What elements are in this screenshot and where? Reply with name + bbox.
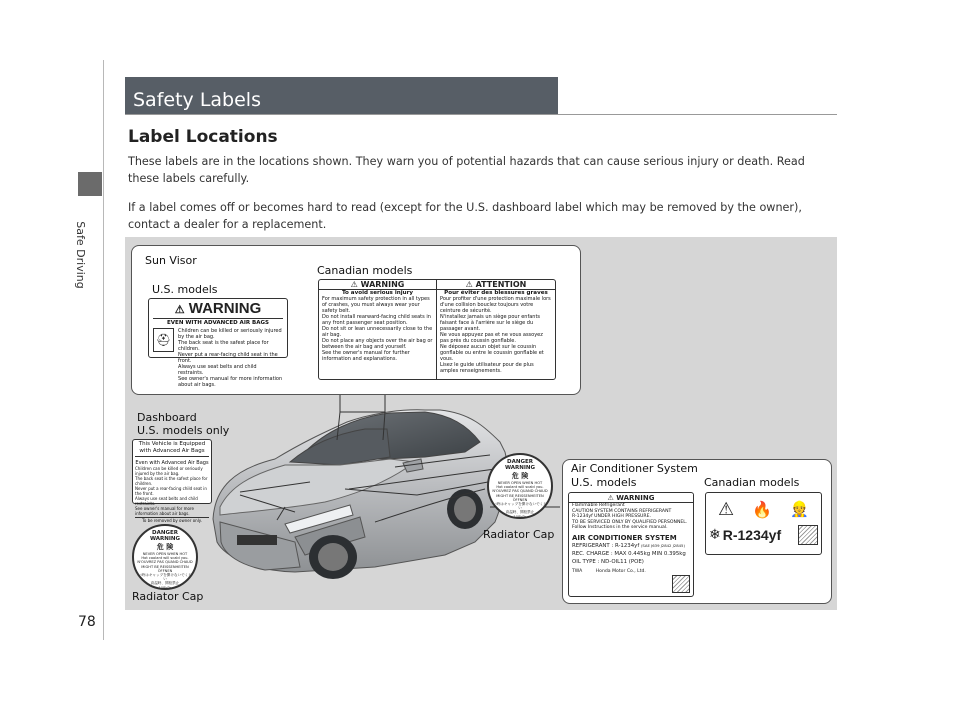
radiator-cap-disc-right: [487, 453, 553, 519]
radiator-disc-line: NEVER OPEN WHEN HOT: [142, 552, 188, 556]
radiator-disc-line: 高温時、開栓禁止: [505, 510, 535, 515]
canada-visor-fr-line: Ne vous appuyez pas et ne vous assoyez pas près du coussin gonflable.: [440, 332, 543, 344]
chapter-tab-marker: [78, 172, 102, 196]
radiator-disc-line: N'OUVREZ PAS QUAND CHAUD: [137, 560, 193, 565]
radiator-cap-label-right: Radiator Cap: [483, 528, 555, 541]
warning-triangle-icon: ⚠: [718, 498, 735, 520]
ac-canada-card: [705, 492, 822, 555]
radiator-disc-line: MIGHT BE REISSENHEITEN ÖFFNEN: [141, 564, 189, 573]
us-visor-warning-header: [149, 300, 287, 317]
radiator-disc-line: 熱い時はキャップを開けないでください: [134, 573, 196, 582]
radiator-disc-danger: DANGER: [152, 530, 178, 536]
canada-visor-fr-line: Pour profiter d'une protection maximale lors d'une collision bouclez toujours votre ceinture de sécurité.: [440, 296, 551, 314]
ac-canada-refrigerant: R-1234yf: [722, 527, 782, 543]
dashboard-card-header: This Vehicle is Equipped with Advanced Air Bags: [135, 441, 209, 457]
sun-visor-label: Sun Visor: [145, 254, 197, 267]
radiator-disc-line: Hot coolant will scald you.: [141, 556, 189, 561]
dashboard-card-line: Children can be killed or seriously injured by the air bag.: [135, 466, 203, 476]
ac-us-charge: REC. CHARGE : MAX 0.445kg MIN 0.395kg: [572, 550, 686, 557]
sun-visor-us-label: U.S. models: [152, 283, 218, 296]
ac-us-refrigerant: REFRIGERANT : R-1234yf: [572, 542, 640, 549]
flame-icon: 🔥: [752, 499, 773, 519]
page-heading: Label Locations: [128, 127, 278, 147]
dashboard-card-line: See owner's manual for more information about air bags.: [135, 506, 194, 516]
dashboard-label: Dashboard: [137, 411, 197, 424]
ac-us-warning-header: [569, 494, 693, 503]
canada-visor-fr-title: Pour éviter des blessures graves: [444, 290, 548, 296]
section-title-bar: [125, 77, 558, 115]
dashboard-sublabel: U.S. models only: [137, 424, 230, 437]
canada-visor-fr-line: Lisez le guide utilisateur pour de plus amples renseignements.: [440, 362, 534, 374]
sun-visor-panel: [131, 245, 581, 395]
warning-triangle-icon: ⚠: [607, 494, 614, 502]
ac-us-warn-line: Flammable Refrigerant: [572, 503, 625, 508]
ac-us-warn-line: Follow Instructions in the service manual.: [572, 525, 668, 531]
radiator-disc-danger: DANGER: [507, 459, 533, 465]
dashboard-airbag-card: [132, 439, 212, 523]
us-visor-subheader: EVEN WITH ADVANCED AIR BAGS: [167, 320, 269, 326]
radiator-cap-label-left: Radiator Cap: [132, 590, 204, 603]
ac-us-refrigerant-std: (SAE J639 J2842 J2845): [640, 542, 685, 548]
sun-visor-canada-label: Canadian models: [317, 264, 413, 277]
us-visor-line: Children can be killed or seriously injured by the air bag.: [178, 328, 282, 340]
barcode-patch-icon: [672, 575, 690, 593]
radiator-disc-line: 高温時、開栓禁止: [150, 581, 180, 586]
us-visor-warning-text: WARNING: [188, 300, 262, 317]
ac-us-system-title: AIR CONDITIONER SYSTEM: [572, 533, 677, 542]
canada-visor-en-line: For maximum safety protection in all types of crashes, you must always wear your safety belt.: [322, 296, 430, 314]
page-number: 78: [78, 614, 96, 630]
canada-visor-fr-header-text: ATTENTION: [475, 280, 527, 289]
chapter-side-title: Safe Driving: [74, 221, 87, 289]
ac-us-warning-text: WARNING: [616, 494, 655, 502]
us-visor-lines: [178, 328, 283, 388]
dashboard-card-footer: To be removed by owner only.: [135, 517, 209, 524]
warning-triangle-icon: ⚠: [174, 304, 185, 316]
section-title: Safety Labels: [133, 89, 261, 111]
canada-visor-fr-line: N'installez jamais un siège pour enfants faisant face à l'arrière sur le siège du passager avant.: [440, 314, 541, 332]
canada-visor-french: [437, 280, 555, 379]
canada-sun-visor-warning-card: [318, 279, 556, 380]
radiator-disc-kanji: 危 険: [511, 472, 529, 480]
ac-us-warn-line: R-1234yf UNDER HIGH PRESSURE.: [572, 514, 651, 520]
canada-visor-en-line: Do not place any objects over the air bag or between the air bag and yourself.: [322, 338, 433, 350]
us-sun-visor-warning-card: [148, 298, 288, 388]
canada-visor-fr-header: [437, 280, 555, 290]
us-visor-line: See owner's manual for more information about air bags.: [178, 376, 283, 388]
canada-visor-en-line: Do not sit or lean unnecessarily close to the air bag.: [322, 326, 433, 338]
label-locations-figure: [125, 237, 837, 610]
section-rule: [125, 114, 837, 115]
ac-us-label: U.S. models: [571, 476, 637, 489]
radiator-cap-disc-left: [132, 524, 198, 590]
radiator-disc-line: 熱い時はキャップを開けないでください: [489, 502, 551, 511]
radiator-disc-line: N'OUVREZ PAS QUAND CHAUD: [492, 489, 548, 494]
radiator-disc-line: Hot coolant will scald you.: [496, 485, 544, 490]
us-visor-line: Always use seat belts and child restraints.: [178, 364, 257, 376]
air-conditioner-panel: [562, 459, 832, 604]
canada-visor-en-header-text: WARNING: [360, 280, 405, 289]
canada-visor-english: [319, 280, 437, 379]
child-seat-icon: ⛑: [153, 328, 174, 352]
radiator-disc-warning: WARNING: [504, 465, 536, 471]
radiator-disc-line: MIGHT BE REISSENHEITEN ÖFFNEN: [496, 493, 544, 502]
radiator-disc-pressure: 108kPa: [513, 514, 527, 519]
warning-triangle-icon: ⚠: [465, 280, 473, 289]
dashboard-card-line: Always use seat belts and child restraints.: [135, 496, 198, 506]
canada-visor-en-line: Do not install rearward-facing child seats in any front passenger seat position.: [322, 314, 431, 326]
ac-us-refrigerant-row: [572, 542, 690, 550]
canada-visor-en-line: See the owner's manual for further information and explanations.: [322, 350, 410, 362]
radiator-disc-line: NEVER OPEN WHEN HOT: [497, 481, 543, 485]
ac-us-maker-row: [572, 569, 690, 574]
margin-divider: [103, 60, 104, 640]
dashboard-card-sub: Even with Advanced Air Bags: [135, 460, 209, 466]
snowflake-icon: ❄: [709, 527, 721, 543]
ac-canada-refrigerant-row: [709, 525, 818, 545]
technician-icon: 👷: [790, 500, 809, 518]
canada-visor-en-header: [319, 280, 436, 290]
ac-us-card: [568, 492, 694, 597]
radiator-disc-kanji: 危 険: [156, 543, 174, 551]
ac-canada-label: Canadian models: [704, 476, 800, 489]
dashboard-card-line: Never put a rear-facing child seat in the front.: [135, 486, 207, 496]
radiator-disc-warning: WARNING: [149, 536, 181, 542]
intro-paragraph: These labels are in the locations shown. They warn you of potential hazards that can cause serious injury or death. Read these labels carefully.: [128, 155, 805, 185]
us-visor-line: The back seat is the safest place for children.: [178, 340, 269, 352]
us-visor-line: Never put a rear-facing child seat in the front.: [178, 352, 278, 364]
ac-us-warn-line: TO BE SERVICED ONLY BY QUALIFIED PERSONNEL.: [572, 519, 688, 525]
radiator-disc-pressure: 108kPa: [158, 585, 172, 590]
warning-triangle-icon: ⚠: [350, 280, 358, 289]
ac-us-oil: OIL TYPE : ND-OIL11 (POE): [572, 558, 644, 565]
canada-visor-en-title: To avoid serious injury: [341, 290, 414, 296]
ac-us-maker: Honda Motor Co., Ltd.: [595, 568, 646, 574]
ac-canada-symbols: [709, 496, 818, 522]
ac-system-label: Air Conditioner System: [571, 462, 698, 475]
ac-us-maker-code: TWA: [572, 568, 583, 574]
barcode-patch-icon: [798, 525, 818, 545]
replacement-paragraph: If a label comes off or becomes hard to read (except for the U.S. dashboard label which may be removed by the owner), contact a dealer for a replacement.: [128, 201, 802, 231]
canada-visor-fr-line: Ne déposez aucun objet sur le coussin gonflable ou entre le coussin gonflable et vous.: [440, 344, 544, 362]
ac-us-warn-line: CAUTION SYSTEM CONTAINS REFRIGERANT: [572, 508, 672, 514]
dashboard-card-line: The back seat is the safest place for children.: [135, 476, 208, 486]
